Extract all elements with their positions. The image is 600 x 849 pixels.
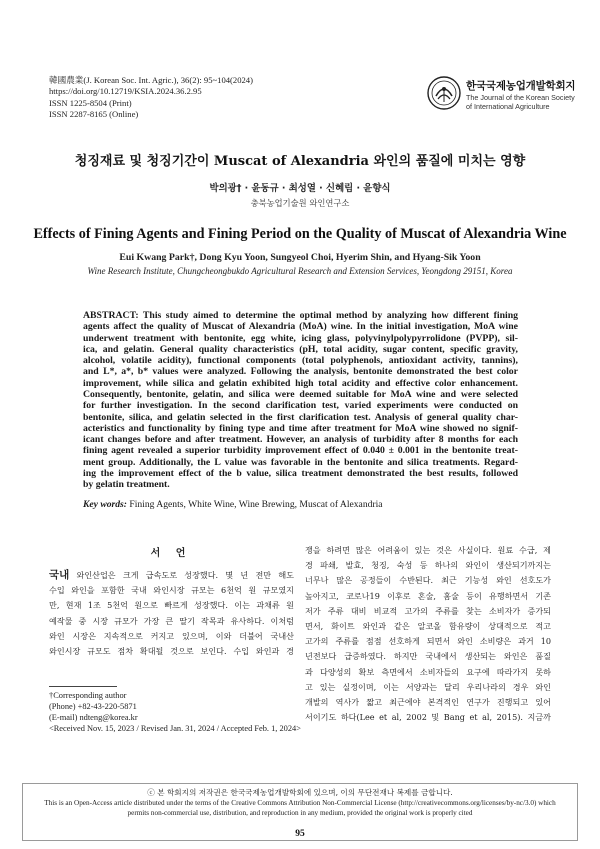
footnote xyxy=(49,690,301,734)
license-line-1: This is an Open-Access article distributed under the terms of the Creative Commons Attribution Non-Commercial License (http://creativecommons.org/licenses/by-nc/3.0) which xyxy=(44,799,556,807)
footnote-rule xyxy=(49,686,117,687)
issn-online: ISSN 2287-8165 (Online) xyxy=(49,108,139,119)
intro-right-line: 저가 주류 대비 비교적 고가의 주류를 찾는 소비자가 증가되 xyxy=(305,605,551,616)
abstract-line: ment group. Additionally, the L value was favorable in the bentonite and silica treatments. Regard- xyxy=(83,456,518,468)
intro-right-line: 년전보다 급증하였다. 하지만 국내에서 생산되는 와인은 품질 xyxy=(305,651,551,662)
copyright-notice: ⓒ 본 학회지의 저작권은 한국국제농업개발학회에 있으며, 이의 무단전재나 복제를 금합니다. xyxy=(147,788,453,797)
intro-right-line: 개발의 역사가 짧고 최근에야 본격적인 연구가 진행되고 있어 xyxy=(305,697,551,708)
intro-right-line: 쟁을 하려면 많은 어려움이 있는 것은 사실이다. 원료 수급, 제 xyxy=(305,545,551,555)
page-number: 95 xyxy=(295,829,305,839)
abstract-line: ABSTRACT: This study aimed to determine the optimal method by analyzing how different fining xyxy=(83,310,518,321)
corresponding-author: †Corresponding author xyxy=(49,691,127,700)
abstract-line: by gelatin treatment. xyxy=(83,479,170,491)
intro-left-line: 와인 시장은 지속적으로 커지고 있으며, 이와 더불어 국내산 xyxy=(49,630,294,641)
title-english: Effects of Fining Agents and Fining Period on the Quality of Muscat of Alexandria Wine xyxy=(33,226,567,242)
society-name-en: The Journal of the Korean Society of International Agriculture xyxy=(466,93,575,111)
abstract-line: bentonite, silica, and gelatin selected in the first clarification test. Analysis of general quality char- xyxy=(83,411,518,423)
intro-right-line: 서이기도 하다(Lee et al, 2002 및 Bang et al, 2015). 지금까 xyxy=(305,712,551,723)
intro-left-line: 수입 와인을 포함한 국내 와인시장 규모는 6천억 원 규모였지 xyxy=(49,585,294,596)
abstract-line: underwent treatment with bentonite, egg white, icing glass, polyvinylpolypyrrolidone (PVPP), sil- xyxy=(83,332,518,344)
intro-left-line: 예작물 중 시장 규모가 가장 큰 딸기 작목과 유사하다. 이처럼 xyxy=(49,615,294,626)
abstract-line: ing the improvement effect of the b value, silica treatment demonstrated the best results, followed xyxy=(83,467,518,479)
abstract xyxy=(83,310,518,491)
affiliation-korean: 충북농업기술원 와인연구소 xyxy=(250,198,350,208)
intro-left-column xyxy=(49,568,294,659)
journal-meta xyxy=(49,75,253,120)
keywords-text: Fining Agents, White Wine, Wine Brewing, Muscat of Alexandria xyxy=(129,499,383,510)
intro-right-line: 면서, 화이트 와인과 같은 알코올 함유량이 상대적으로 적고 xyxy=(305,621,551,632)
authors-english: Eui Kwang Park†, Dong Kyu Yoon, Sungyeol Choi, Hyerim Shin, and Hyang-Sik Yoon xyxy=(119,252,481,263)
abstract-line: icant changes before and after treatment. However, an analysis of turbidity after 8 months for each xyxy=(83,434,518,446)
author-email[interactable]: (E-mail) ndteng@korea.kr xyxy=(49,713,138,722)
intro-lead-word: 국내 xyxy=(49,569,70,581)
intro-right-line: 너무나 많은 공정들이 수반된다. 최근 기능성 와인 선호도가 xyxy=(305,575,551,586)
abstract-line: ica, and gelatin. General quality characteristics (pH, total acidity, sugar content, specific gravity, xyxy=(83,343,518,355)
keywords xyxy=(83,499,518,510)
abstract-line: and L*, a*, b* values were analyzed. Following the analysis, bentonite demonstrated the best color xyxy=(83,366,518,378)
intro-right-line: 고가의 주류를 점점 선호하게 되면서 와인 소비량은 과거 10 xyxy=(305,636,551,647)
authors-korean: 박의광† · 윤동규 · 최성열 · 신혜림 · 윤향식 xyxy=(209,183,391,194)
abstract-line: fining agent revealed a superior turbidity improvement effect of 0.040 ± 0.001 in the bentonite treat- xyxy=(83,445,518,457)
abstract-line: improvement, while silica and gelatin exhibited high total acidity and effective color enhancement. xyxy=(83,377,518,389)
abstract-line: Consequently, bentonite, gelatin, and silica were deemed suitable for MoA wine and were selected xyxy=(83,388,518,400)
intro-right-line: 경 파쇄, 발효, 청징, 숙성 등 하나의 와인이 생산되기까지는 xyxy=(305,560,551,571)
intro-right-column xyxy=(305,543,551,725)
intro-left-line: 국내 와인산업은 크게 급속도로 성장했다. 몇 년 전만 해도 xyxy=(49,569,294,581)
journal-citation: 韓國農業(J. Korean Soc. Int. Agric.), 36(2): 95~104(2024) xyxy=(49,75,253,85)
abstract-line: alcohol, volatile acidity), functional components (total polyphenols, antioxidant activity, tannins), xyxy=(83,355,518,367)
society-seal-icon xyxy=(427,76,461,110)
abstract-line: acteristics and functionality by fining type and time after treatment for MoA wine showed no signif- xyxy=(83,422,518,434)
received-dates: <Received Nov. 15, 2023 / Revised Jan. 31, 2024 / Accepted Feb. 1, 2024> xyxy=(49,724,301,733)
intro-left-line: 와인시장 규모도 점차 확대될 것으로 보인다. 수입 와인과 경 xyxy=(49,646,294,657)
abstract-line: agents affect the quality of Muscat of Alexandria (MoA) wine. In the initial investigation, MoA wine xyxy=(83,321,518,333)
intro-right-line: 고 있는 실정이며, 이는 서양과는 달리 우리나라의 경우 와인 xyxy=(305,681,551,692)
license-line-2: permits non-commercial use, distribution, and reproduction in any medium, provided the original work is properly cited xyxy=(127,808,473,817)
issn-print: ISSN 1225-8504 (Print) xyxy=(49,97,132,108)
doi-link[interactable]: https://doi.org/10.12719/KSIA.2024.36.2.95 xyxy=(49,86,202,97)
affiliation-english: Wine Research Institute, Chungcheongbukdo Agricultural Research and Extension Services, Yeongdong 29151, Korea xyxy=(87,266,513,276)
society-logo xyxy=(427,72,577,116)
author-phone: (Phone) +82-43-220-5871 xyxy=(49,702,137,711)
abstract-line: for further investigation. In the second clarification test, varied experiments were conducted on xyxy=(83,400,518,412)
intro-right-line: 높아지고, 코로나19 이후로 혼술, 홈술 등이 유행하면서 기존 xyxy=(305,590,551,601)
intro-left-line: 만, 현재 1조 5천억 원으로 빠르게 성장했다. 이는 과채류 원 xyxy=(49,600,294,611)
title-korean: 청징재료 및 청징기간이 Muscat of Alexandria 와인의 품질에 미치는 영향 xyxy=(74,154,526,169)
society-name-ko: 한국국제농업개발학회지 xyxy=(466,80,576,92)
keywords-label: Key words: xyxy=(83,499,127,510)
section-heading-introduction: 서 언 xyxy=(150,548,192,559)
intro-right-line: 과 다양성의 확보 측면에서 소비자들의 요구에 따라가지 못하 xyxy=(305,666,551,677)
